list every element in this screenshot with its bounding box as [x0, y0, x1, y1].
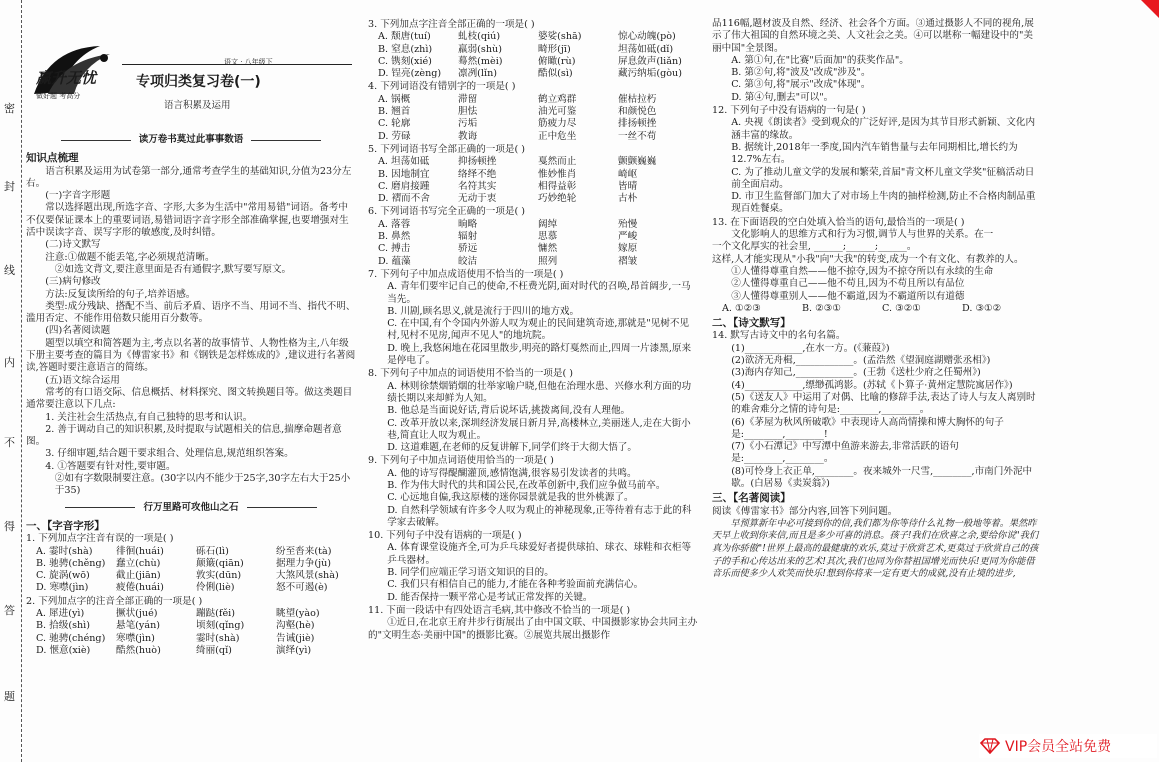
option: 无动于衷: [458, 193, 497, 205]
option: A. 他的诗写得醍醐灌顶,感情饱满,很容易引发读者的共鸣。: [387, 467, 637, 479]
banner-text: 行万里路可攻他山之石: [143, 501, 239, 513]
option: B. 拾级(shì): [36, 620, 90, 632]
option: B. 据统计,2018年一季度,国内汽车销售量与去年同期相比,增长约为12.7%左右。: [731, 141, 1018, 166]
option: 蓦然(mèi): [458, 55, 503, 67]
option: 戛然而止: [538, 156, 577, 168]
option: C. 轮廓: [378, 118, 411, 130]
recitation-item: (4)____________,缥缈孤鸿影。(苏轼《卜算子·黄州定慧院寓居作》): [731, 379, 1013, 391]
option: C. 第③句,将"展示"改成"体现"。: [731, 79, 871, 91]
banner-line: [61, 140, 131, 141]
section-banner: [26, 134, 356, 146]
option: C. 驰骋(chéng): [36, 632, 106, 644]
option: 颤颤巍巍: [618, 156, 657, 168]
option-row: [368, 181, 698, 193]
option: D. 这道难题,在老师的反复讲解下,同学们终于大彻大悟了。: [387, 442, 637, 454]
option: C. 改革开放以来,深圳经济发展日新月异,高楼林立,美丽迷人,走在大街小巷,简直让人叹为观止。: [387, 417, 691, 441]
part-heading: 一、【字音字形】: [26, 519, 105, 532]
banner-line: [251, 140, 321, 141]
sentence-item: ②人懂得尊重自己——他不苟且,因为不苟且所以有品位: [731, 278, 965, 290]
option: 教诲: [458, 130, 478, 142]
binding-char: 得: [4, 520, 15, 533]
option-row: [26, 558, 356, 570]
sentence-item: ③人懂得尊重别人——他不霸道,因为不霸道所以有道德: [731, 290, 965, 302]
watermark-text: VIP会员全站免费: [1005, 739, 1112, 755]
option: B. 窒息(zhì): [378, 43, 433, 55]
option: C. 旋涡(wō): [36, 570, 90, 582]
option: B. 驰骋(chěng): [36, 557, 106, 569]
question-stem: 7. 下列句子中加点成语使用不恰当的一项是( ): [368, 268, 564, 280]
option: B. 翘首: [378, 106, 411, 118]
option-row: [26, 608, 356, 620]
knowledge-text: 3. 仔细审题,结合题干要求组合、处理信息,规范组织答案。: [45, 448, 294, 460]
sentence-item: ①人懂得尊重自然——他不掠夺,因为不掠夺所以有永续的生命: [731, 265, 994, 277]
option: 蹦跶(fěi): [196, 607, 235, 619]
option: 徘徊(huái): [116, 545, 164, 557]
knowledge-text: 类型:成分残缺、搭配不当、前后矛盾、语序不当、用词不当、指代不明、滥用否定、不能作用倍数只能用百分数等。: [26, 300, 356, 325]
option: 慵然: [538, 243, 558, 255]
option: 名符其实: [458, 180, 497, 192]
option-row: [26, 645, 356, 657]
option: 辐射: [458, 231, 478, 243]
option: 鹤立鸡群: [538, 93, 577, 105]
recitation-item: (3)海内存知己,____________。(王勃《送杜少府之任蜀州》): [731, 367, 981, 379]
option: 晌略: [458, 218, 478, 230]
binding-char: 线: [4, 264, 15, 277]
option: 沟壑(hè): [276, 620, 315, 632]
option: B. ②③①: [802, 302, 841, 314]
option: B. 因地制宜: [378, 168, 430, 180]
option: 截止(jiān): [116, 570, 161, 582]
option: 络绎不绝: [458, 168, 497, 180]
question-stem: 10. 下列句子中没有语病的一项是( ): [368, 530, 522, 542]
question-stem: 3. 下列加点字注音全部正确的一项是( ): [368, 19, 535, 30]
option: C. 镌刻(xié): [378, 55, 432, 67]
option: A. 霎时(shà): [36, 545, 93, 557]
knowledge-text: 常考的有口语交际、信息概括、材料探究、图文转换题目等。做这类题目通常要注意以下几点:: [26, 386, 353, 411]
knowledge-sec-title: (二)诗文默写: [45, 239, 101, 251]
knowledge-sec-title: (三)病句修改: [45, 276, 101, 288]
option-row: [368, 243, 698, 255]
option: D. ③①②: [962, 302, 1002, 314]
option: 排扬顿挫: [618, 118, 657, 130]
question-stem: 12. 下列句子中没有语病的一句是( ): [712, 105, 866, 117]
option: 和颜悦色: [618, 106, 657, 118]
recitation-item: (1)____________,在水一方。(《蒹葭》): [731, 342, 890, 354]
option-row: [368, 231, 698, 243]
option: 疲倦(huái): [116, 582, 164, 594]
option: 巧妙绝轮: [538, 193, 577, 205]
recitation-item: (8)可怜身上衣正单,________。夜来城外一尺雪,________,市南门外泥中歇。(白居易《卖炭翁》): [731, 465, 1033, 489]
option: 阔绰: [538, 218, 558, 230]
option: 怒不可遏(è): [276, 582, 328, 594]
option: C. 为了推动儿童文学的发展和繁荣,首届"青文杯儿童文学奖"征稿活动日前全面启动。: [731, 166, 1035, 190]
option: 据理力争(jù): [276, 557, 332, 569]
option: A. 第①句,在"比赛"后面加"的获奖作品"。: [731, 54, 909, 66]
option-row: [368, 156, 698, 168]
option-row: [368, 94, 698, 106]
option: 霎时(shà): [196, 632, 240, 644]
option: 纷至沓来(tà): [276, 545, 332, 557]
option-row: [368, 131, 698, 143]
option: 褶皱: [618, 255, 638, 267]
option: 催枯拉朽: [618, 93, 657, 105]
option: C. ③②①: [882, 302, 921, 314]
option-row: [26, 620, 356, 632]
knowledge-text: 注意:①做题不能丢笔,字必须规范清晰。: [45, 251, 215, 263]
section-banner: [26, 502, 356, 514]
page-subtitle: 语言积累及运用: [164, 100, 231, 111]
option: 崎岖: [618, 168, 638, 180]
option: 惟妙惟肖: [538, 168, 577, 180]
knowledge-text: ②如选文背文,要注意里面是否有通假字,默写要写原文。: [54, 263, 292, 275]
option: 油光可鉴: [538, 106, 577, 118]
recitation-item: (6)《茅屋为秋风所破歌》中表现诗人高尚情操和博大胸怀的句子是:________,________!: [731, 416, 1004, 440]
option: 婆娑(shā): [538, 31, 582, 43]
option: 骄远: [458, 243, 478, 255]
binding-char: 内: [4, 356, 15, 369]
question-stem: 9. 下列句子中加点词语使用恰当的一项是( ): [368, 455, 554, 467]
option: 酷然(huò): [116, 644, 161, 656]
option: A. 央视《朗读者》受到观众的广泛好评,是因为其节目形式新颖、文化内涵丰富的缘故。: [731, 117, 1036, 141]
recitation-item: (2)欲济无舟楫,____________。(孟浩然《望洞庭湖赠张丞相》): [731, 355, 991, 367]
question-stem: 8. 下列句子中加点的词语使用不恰当的一项是( ): [368, 368, 574, 380]
question-stem: 5. 下列词语书写全部正确的一项是( ): [368, 143, 526, 155]
option-row: [368, 44, 698, 56]
option: 皆晴: [618, 180, 638, 192]
option: 坦荡如砥(dǐ): [618, 43, 674, 55]
banner-line: [65, 507, 135, 508]
recitation-item: (7)《小石潭记》中写潭中鱼游来游去,非常活跃的语句是:________,________。: [731, 441, 959, 465]
logo-text: 赢升无忧: [36, 69, 97, 87]
passage-text: 这样,人才能实现从"小我"向"大我"的转变,成为一个有文化、有教养的人。: [712, 253, 1024, 265]
vip-watermark[interactable]: [979, 734, 1157, 758]
recitation-item: (5)《送友人》中运用了对偶、比喻的修辞手法,表达了诗人与友人离别时的难舍难分之情的诗句是:________,________。: [731, 391, 1036, 416]
option: 砾石(lì): [196, 545, 229, 557]
question-stem: 1. 下列加点字注音有误的一项是( ): [26, 533, 174, 545]
option: 撅状(jué): [116, 607, 158, 619]
knowledge-sec-title: (五)语文综合运用: [45, 374, 120, 386]
option: D. 锃亮(zèng): [378, 68, 442, 80]
knowledge-intro: 语言积累及运用为试卷第一部分,通常考查学生的基础知识,分值为23分左右。: [26, 165, 352, 189]
option-row: [368, 193, 698, 205]
option: A. ①②③: [722, 302, 761, 314]
option: D. 能否保持一颗平常心是考试正常发挥的关键。: [387, 591, 593, 603]
binding-char: 封: [4, 180, 15, 193]
option-row: [368, 31, 698, 43]
passage-fragment: 一个文化厚实的社会里,: [712, 241, 811, 253]
option: 畸形(jī): [538, 43, 571, 55]
passage-text: ①近日,在北京王府井步行街展出了由中国文联、中国摄影家协会共同主办的"文明生态·美丽中国"的摄影比赛。②展览共展出摄影作: [368, 617, 698, 641]
letter-excerpt: 早预算新年中必可接到你的信,我们都为你等待什么礼物一般地等着。果然昨天早上收到你来信,而且是多少可喜的消息。孩子!我们在欣喜之余,要给你说"我们真为你骄傲"!世界上最高的最健康的欢乐,莫过于欣赏艺术,更莫过于欣赏自己的孩子的手和心传达出来的艺术!其次,我们也同为你替祖国增光而快乐!更同为你能借音乐而使多少人欢笑而快乐!想到你将来一定有更大的成就,没有止境的进步,: [712, 517, 1039, 580]
option: 凛冽(lǐn): [458, 68, 497, 80]
option: D. 寒噤(jìn): [36, 582, 89, 594]
option: 惊心动魄(pò): [618, 31, 676, 43]
option: 屏息敛声(liǎn): [618, 55, 682, 67]
column-3: [712, 18, 1042, 760]
option: B. 同学们应端正学习语文知识的目的。: [387, 567, 554, 579]
option: A. 颓唐(tuí): [378, 31, 431, 43]
column-1: [26, 18, 356, 760]
option: A. 体育课堂设施齐全,可为乒乓球爱好者提供球拍、球衣、球鞋和衣柜等乒乓器材。: [387, 542, 692, 566]
option: C. 搏击: [378, 243, 411, 255]
banner-text: 读万卷书莫过此事事数语: [138, 134, 244, 145]
option: 大煞风景(shà): [276, 570, 339, 582]
option: 虬枝(qiú): [458, 31, 501, 43]
option: 寒噤(jìn): [116, 632, 155, 644]
option: D. 褶而不舍: [378, 193, 430, 205]
option-row: [26, 570, 356, 582]
column-2: [368, 18, 698, 760]
option: 绮丽(qǐ): [196, 644, 232, 656]
option: 正中危坐: [538, 130, 577, 142]
logo-slogan: 做好题 考高分: [36, 92, 81, 100]
option: A. 锅概: [378, 93, 411, 105]
option: D. 劳碌: [378, 130, 411, 142]
binding-margin: [0, 0, 22, 762]
option: 酷似(sì): [538, 68, 573, 80]
question-stem: 14. 默写古诗文中的名句名篇。: [712, 330, 846, 342]
passage-text: 文化影响人的思维方式和行为习惯,调节人与世界的关系。在一: [731, 229, 994, 241]
option: 思慕: [538, 231, 558, 243]
option: 严峻: [618, 231, 638, 243]
series-label: 语文 · 八年级下: [224, 58, 273, 66]
option: 相得益彰: [538, 180, 577, 192]
option-row: [712, 303, 1042, 315]
option: A. 犀进(yì): [36, 607, 85, 619]
binding-char: 答: [4, 604, 15, 617]
question-stem: 4. 下列词语没有错别字的一项是( ): [368, 81, 516, 93]
diamond-icon: [979, 738, 1001, 754]
option: 胆怯: [458, 106, 478, 118]
option: A. 林则徐禁烟销烟的壮举家喻户晓,但他在治理水患、兴修水利方面的功绩长期以来却鲜为人知。: [387, 380, 692, 404]
page-title: 专项归类复习卷(一): [136, 74, 261, 90]
knowledge-text: 常以选择题出现,所选字音、字形,大多为生活中"常用易错"词语。备考中不仅要保证课本上的重要词语,易错词语字音字形全部准确掌握,也要增强对生活中误读字音、误写字形的敏感度,及时纠错。: [26, 202, 349, 239]
passage-text: 一个文化厚实的社会里, ______;______;______。: [712, 241, 917, 253]
question-stem: 阅读《傅雷家书》部分内容,回答下列问题。: [712, 505, 898, 517]
question-stem: 11. 下面一段话中有四处语言毛病,其中修改不恰当的一项是( ): [368, 604, 631, 616]
option: 嫁原: [618, 243, 638, 255]
option: B. 他总是当面说好话,背后说坏话,挑拨离间,没有人理他。: [387, 405, 631, 417]
option-row: [368, 256, 698, 268]
header-rule: [122, 64, 352, 65]
option: 污垢: [458, 118, 478, 130]
option: 皎洁: [458, 255, 478, 267]
option-row: [368, 219, 698, 231]
knowledge-heading: 知识点梳理: [26, 152, 79, 165]
part-heading: 二、【诗文默写】: [712, 317, 791, 330]
option: C. 在中国,有个令国内外游人叹为观止的民间建筑奇迹,那就是"见树不见村,见村不见房,闻声不见人"的地坑院。: [387, 318, 690, 342]
option: 照列: [538, 255, 558, 267]
option: B. 鼻然: [378, 231, 411, 243]
banner-line: [247, 507, 317, 508]
binding-char: 不: [4, 436, 15, 449]
option: C. 我们只有相信自己的能力,才能在各种考验面前充满信心。: [387, 579, 644, 591]
knowledge-text: ②如有字数限制要注意。(30字以内不能少于25字,30字左右大于25小于35): [54, 473, 351, 497]
part-heading: 三、【名著阅读】: [712, 492, 791, 505]
knowledge-text: 题型以填空和简答题为主,考点以名著的故事情节、人物性格为主,八年级下册主要考查的篇目为《傅雷家书》和《钢铁是怎样炼成的》,建议进行名著阅读,答题时要注意语言的简练。: [26, 337, 356, 374]
binding-char: 密: [4, 102, 15, 115]
option: 敦实(dūn): [196, 570, 242, 582]
option: 藏污纳垢(gòu): [618, 68, 682, 80]
option: D. 自然科学领域有许多令人叹为观止的神秘现象,正等待着有志于此的科学家去破解。: [387, 504, 692, 528]
knowledge-text: 1. 关注社会生活热点,有自己独特的思考和认识。: [45, 411, 253, 423]
option: B. 第②句,将"波及"改成"涉及"。: [731, 67, 871, 79]
option: 演绎(yì): [276, 644, 312, 656]
option: B. 川剧,顾名思义,就是流行于四川的地方戏。: [387, 305, 580, 317]
option: A. 坦荡如砥: [378, 156, 430, 168]
option: A. 落蓉: [378, 218, 411, 230]
option: 俯瞰(rù): [538, 55, 576, 67]
question-stem: 2. 下列加点字的注音全部正确的一项是( ): [26, 595, 203, 607]
option: C. 心远地自偏,我这原楼的迷你园景就是我的世外桃源了。: [387, 492, 634, 504]
option: 滞留: [458, 93, 478, 105]
option: D. 晚上,我悠闲地在花园里散步,明亮的路灯戛然而止,四周一片漆黑,原来是停电了。: [387, 342, 692, 367]
option: D. 市卫生监督部门加大了对市场上牛肉的抽样检测,防止不合格肉制品重现百姓餐桌。: [731, 191, 1036, 215]
option: 悬笔(yán): [116, 620, 160, 632]
binding-char: 题: [4, 690, 15, 703]
option-row: [368, 106, 698, 118]
option: 古朴: [618, 193, 638, 205]
option: D. 第④句,删去"可以"。: [731, 91, 834, 103]
knowledge-sec-title: (四)名著阅读题: [45, 325, 111, 337]
option-row: [368, 56, 698, 68]
question-stem: 6. 下列词语书写完全正确的一项是( ): [368, 206, 526, 218]
option: 颠簸(qiān): [196, 557, 244, 569]
option: 一丝不苟: [618, 130, 657, 142]
option: 抑扬顿挫: [458, 156, 497, 168]
option-row: [368, 169, 698, 181]
option-row: [26, 582, 356, 594]
option: C. 磨肩接踵: [378, 180, 430, 192]
knowledge-text: 2. 善于调动自己的知识积累,及时提取与试题相关的信息,揣摩命题者意图。: [26, 423, 342, 448]
question-stem: 13. 在下面语段的空白处填入恰当的语句,最恰当的一项是( ): [712, 216, 965, 228]
option: 告诫(jiè): [276, 632, 315, 644]
knowledge-text: 4. ①答题要有针对性,要审题。: [45, 460, 176, 472]
knowledge-text: 方法:反复读所给的句子,培养语感。: [45, 288, 196, 300]
option: 顷刻(qǐng): [196, 620, 245, 632]
page-header: [26, 18, 356, 130]
option: 羸弱(shù): [458, 43, 502, 55]
option-row: [368, 118, 698, 130]
option: 眺望(yào): [276, 607, 320, 619]
passage-text: 品116幅,题材波及自然、经济、社会各个方面。③通过摄影人不同的视角,展示了伟大祖国的自然环境之美、人文社会之美。④可以堪称一幅建设中的"美丽中国"全景图。: [712, 18, 1034, 54]
option: 蠢立(chù): [116, 557, 161, 569]
option: 殆慢: [618, 218, 638, 230]
knowledge-sec-title: (一)字音字形题: [45, 190, 111, 202]
option-row: [368, 68, 698, 80]
corner-mark: [1141, 0, 1159, 18]
option: A. 青年们要牢记自己的使命,不枉费光阴,面对时代的召唤,昂首阔步,一马当先。: [387, 281, 691, 305]
option: D. 惬意(xiè): [36, 644, 91, 656]
option: 筋疲力尽: [538, 118, 577, 130]
option: D. 蕴藻: [378, 255, 411, 267]
option-row: [26, 633, 356, 645]
option: 伶俐(liè): [196, 582, 235, 594]
option: B. 作为伟大时代的共和国公民,在改革创新中,我们应争做马前卒。: [387, 479, 666, 491]
option-row: [26, 546, 356, 558]
